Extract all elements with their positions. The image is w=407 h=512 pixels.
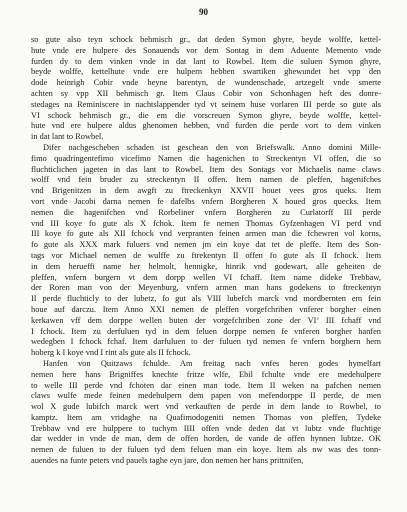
text-line: beyde wolffe, kettelhute vnde ere hulpern hebben swartiken ghewundet bet vpp den <box>31 67 381 77</box>
text-line: tags vor Michael nemen de wulffe zu ftrekentyn II offen fo gute als II fchock. Item <box>31 250 381 260</box>
text-line: auendes na funte peters vnd pauels taghe eyn jare, don nemen her hans prittnifen, <box>31 456 304 466</box>
text-line: claws wulfe mede feinen medehulpern dem papen von mefendorppe II perde, de men <box>31 391 381 401</box>
text-line: VI schock behmisch gr., die em die vorscreuen Symon ghyre, beyde wolffe, kettel- <box>31 110 381 120</box>
text-line: kamptz. Item am vridaghe na Quafimodogeniti nemen Thomas von pleffen, Tydeke <box>31 412 381 422</box>
text-line: wolff vnd fein bruder zu streckentyn II offen. Item namen de pleffen, hagenifches <box>31 175 381 185</box>
text-line: dar wedder in vnde de man, dem de offen horden, de vande de offen hynnen lubtze. OK <box>31 434 381 444</box>
text-line: Hanfen von Quitzaws fchulde. Am freitag nach vnfes heren godes hymelfart <box>43 358 381 368</box>
text-line: Trebbaw vnd ere hulppere to tuchym IIII offen vnde deden dat vt lubtz vnde fluchtige <box>31 423 381 433</box>
text-line: III koye fo gute als XII fchock vnd verpranten feinen armen man die fchewren vol korns, <box>31 229 381 239</box>
text-line: nemen de fuluen to der fuluen tyd dem feluen man ein koye. Item als nw was des tonn- <box>31 445 381 455</box>
text-line: hute vnd ere hulpere aldus ghenomen hebben, vnd furden die perde vort to dem vinken <box>31 121 381 131</box>
text-line: achten sy vpp XII behmisch gr. Item Claus Cobir von Schonhagen heft des donre- <box>31 88 381 98</box>
text-line: in dem heruefft name her helmolt, hennigke, hinrik vnd godewart, alle geheiten de <box>31 261 381 271</box>
text-line: kerkawen vff dem dorppe wellen buten der vorgefchriben zone der VI’ III fchaff vnd <box>31 315 381 325</box>
text-line: fo gute als XXX mark fuluers vnd nemen jm ein koye dat tet de pleffe. Item des Son- <box>31 240 381 250</box>
text-line: dode heinrigh Cobir vnde heyne barentyn, de wundenschade, artzegelt vnde smerte <box>31 78 381 88</box>
text-line: wedegben I fchock fchaf. Item darfuluen to der fuluen tyd nemen fe vnfern borghern hern <box>31 337 381 347</box>
text-line: nemen die hagenifchen vnd Rorbeliner vnfern Borgheren zu Curlatorff III perde <box>31 207 381 217</box>
text-line: stedages na Reminiscere in nachtslappender tyd vt seinem huse vorlaren III perde so gute als <box>31 99 381 109</box>
text-line: to welle III perde vnd fchoten dar einen man tode. Item II weken na pafchen nemen <box>31 380 381 390</box>
text-line: vnd Brigenitzen in dem awgft zu ftreckenkyn XXVII houet vees gros queks. Item <box>31 186 381 196</box>
paragraph <box>31 35 381 143</box>
text-line: Difer nachgescheben schaden ist geschean den von Briefswalk. Anno domini Mille- <box>43 142 381 152</box>
text-line: pleffen, vnfern burgern vt dem dorpp wellen VI fchaff. Item name dideke Trebbaw, <box>31 272 381 282</box>
text-line: vort vnde Jacobi darna nemen fe dafelbs vnfern Borgheren X houed gros quecks. Item <box>31 196 381 206</box>
text-line: so gute also teyn schock behmisch gr., dat deden Symon ghyre, beyde wolffe, kettel- <box>31 35 381 44</box>
text-line: I fchock. Item zu derfuluen tyd in dem feluen dorppe nemen fe vnferen borgher hanfen <box>31 326 381 336</box>
text-line: houe auf darczu. Item Anno XXI nemen de pleffen vorgefchriben vnferer borgher einen <box>31 304 381 314</box>
text-line: hute vnde ere hulpere des Sonauends vor dem Sontag in dem Aduente Memento vnde <box>31 45 381 55</box>
text-line: II perde fluchticly to der lubetz, fo gut als VIII lubefch marck vnd mordbernten em fein <box>31 294 381 304</box>
text-line: vnd III koye fo gute als X fchok. Item fe nemen Thomas Gyfzenhagen VI perd vnd <box>31 218 381 228</box>
text-line: furden dy to dem vinken vnde in dat lant to Rowbel. Item die suluen Symon ghyre, <box>31 56 381 66</box>
text-line: fluchticlichen jageten in das lant to Rowbel. Item des Sontags vor Michaelis name claws <box>31 164 381 174</box>
text-line: wol X gude lubifch marck wert vnd verkauften de perde in dem lande to Rowbel, to <box>31 402 381 412</box>
page-number: 90 <box>199 7 208 17</box>
text-line: nemen here hans Brigniffes knechte fritze wlfe, Ebil fchulte vnde ere medehulpere <box>31 369 381 379</box>
paragraph <box>31 359 381 467</box>
text-block <box>31 35 381 467</box>
text-line: fimo quadringentefimo vicefimo Namen die hagenichen to Streckentyn VI offen, die so <box>31 153 381 163</box>
text-line: in dat lant to Rowbel. <box>31 132 104 142</box>
text-line: hoberg k I koye vnd I rint als gute als II fchock. <box>31 348 191 358</box>
text-line: der Roren man von der Meyenburg, vnfern armen man hans godekens to ftreckentyn <box>31 283 381 293</box>
paragraph <box>31 143 381 359</box>
